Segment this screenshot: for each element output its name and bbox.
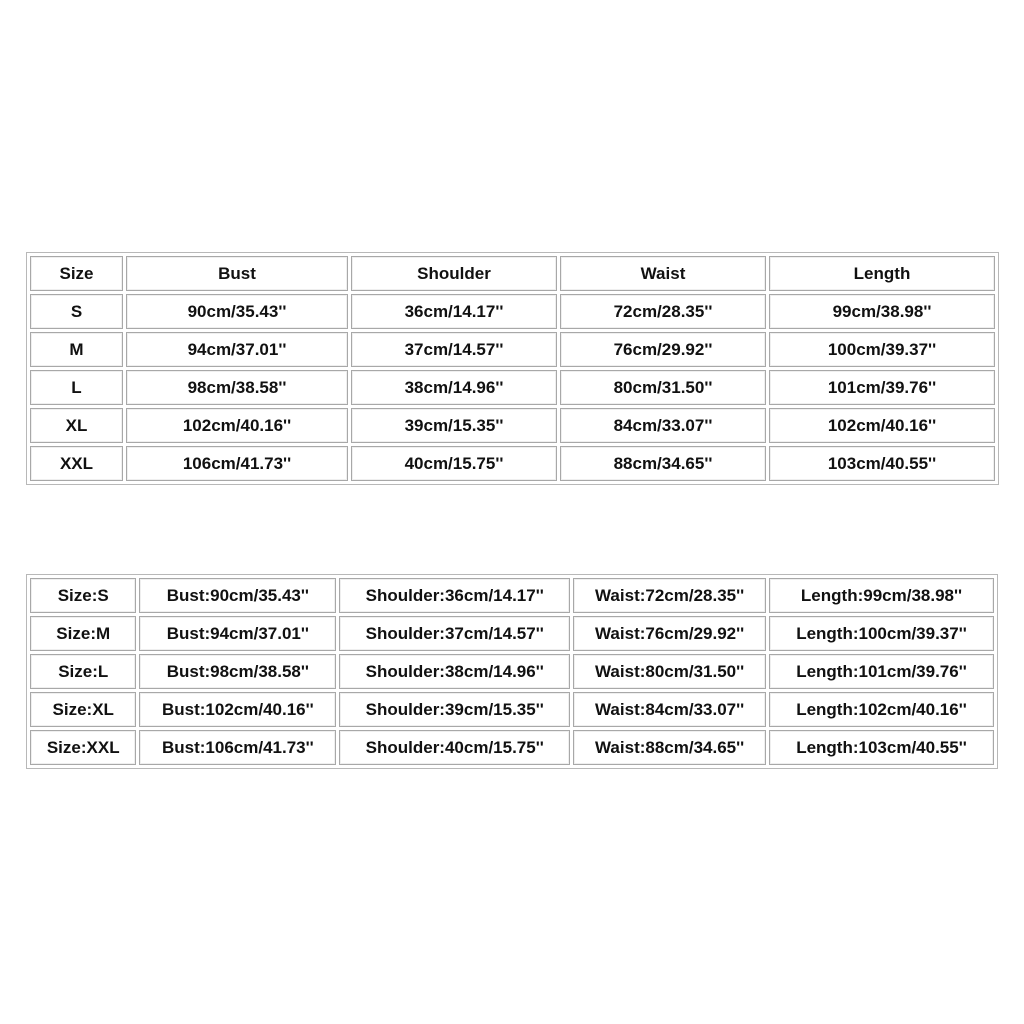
waist-cell: 76cm/29.92'' [560,332,766,367]
size-cell: XL [30,408,123,443]
bust-cell: Bust:98cm/38.58'' [139,654,336,689]
table-row [30,616,994,651]
waist-cell: Waist:84cm/33.07'' [573,692,766,727]
size-chart-table [26,252,999,485]
size-cell: Size:M [30,616,136,651]
waist-cell: 84cm/33.07'' [560,408,766,443]
shoulder-cell: Shoulder:36cm/14.17'' [339,578,570,613]
bust-cell: 90cm/35.43'' [126,294,348,329]
size-cell: S [30,294,123,329]
shoulder-cell: Shoulder:38cm/14.96'' [339,654,570,689]
table-row [30,408,995,443]
length-cell: 103cm/40.55'' [769,446,995,481]
shoulder-cell: 36cm/14.17'' [351,294,557,329]
length-cell: 99cm/38.98'' [769,294,995,329]
shoulder-cell: 40cm/15.75'' [351,446,557,481]
size-cell: Size:XXL [30,730,136,765]
bust-cell: Bust:94cm/37.01'' [139,616,336,651]
shoulder-cell: 38cm/14.96'' [351,370,557,405]
size-chart-labeled-table [26,574,998,769]
size-cell: XXL [30,446,123,481]
bust-cell: 94cm/37.01'' [126,332,348,367]
shoulder-cell: Shoulder:40cm/15.75'' [339,730,570,765]
waist-cell: 72cm/28.35'' [560,294,766,329]
bust-cell: 102cm/40.16'' [126,408,348,443]
waist-cell: Waist:88cm/34.65'' [573,730,766,765]
shoulder-cell: Shoulder:39cm/15.35'' [339,692,570,727]
table-row [30,730,994,765]
table-row [30,446,995,481]
waist-cell: Waist:72cm/28.35'' [573,578,766,613]
length-cell: 101cm/39.76'' [769,370,995,405]
header-size: Size [30,256,123,291]
size-cell: L [30,370,123,405]
length-cell: Length:99cm/38.98'' [769,578,994,613]
shoulder-cell: 39cm/15.35'' [351,408,557,443]
table-row [30,370,995,405]
bust-cell: 98cm/38.58'' [126,370,348,405]
size-cell: Size:S [30,578,136,613]
length-cell: 102cm/40.16'' [769,408,995,443]
table-row [30,332,995,367]
length-cell: Length:101cm/39.76'' [769,654,994,689]
size-cell: Size:L [30,654,136,689]
header-shoulder: Shoulder [351,256,557,291]
waist-cell: 88cm/34.65'' [560,446,766,481]
length-cell: 100cm/39.37'' [769,332,995,367]
shoulder-cell: Shoulder:37cm/14.57'' [339,616,570,651]
table-header-row [30,256,995,291]
waist-cell: Waist:76cm/29.92'' [573,616,766,651]
header-length: Length [769,256,995,291]
bust-cell: Bust:106cm/41.73'' [139,730,336,765]
bust-cell: 106cm/41.73'' [126,446,348,481]
size-cell: Size:XL [30,692,136,727]
length-cell: Length:100cm/39.37'' [769,616,994,651]
size-cell: M [30,332,123,367]
table-row [30,294,995,329]
length-cell: Length:103cm/40.55'' [769,730,994,765]
waist-cell: 80cm/31.50'' [560,370,766,405]
header-bust: Bust [126,256,348,291]
bust-cell: Bust:102cm/40.16'' [139,692,336,727]
table-row [30,654,994,689]
shoulder-cell: 37cm/14.57'' [351,332,557,367]
length-cell: Length:102cm/40.16'' [769,692,994,727]
table-row [30,692,994,727]
table-row [30,578,994,613]
header-waist: Waist [560,256,766,291]
waist-cell: Waist:80cm/31.50'' [573,654,766,689]
bust-cell: Bust:90cm/35.43'' [139,578,336,613]
